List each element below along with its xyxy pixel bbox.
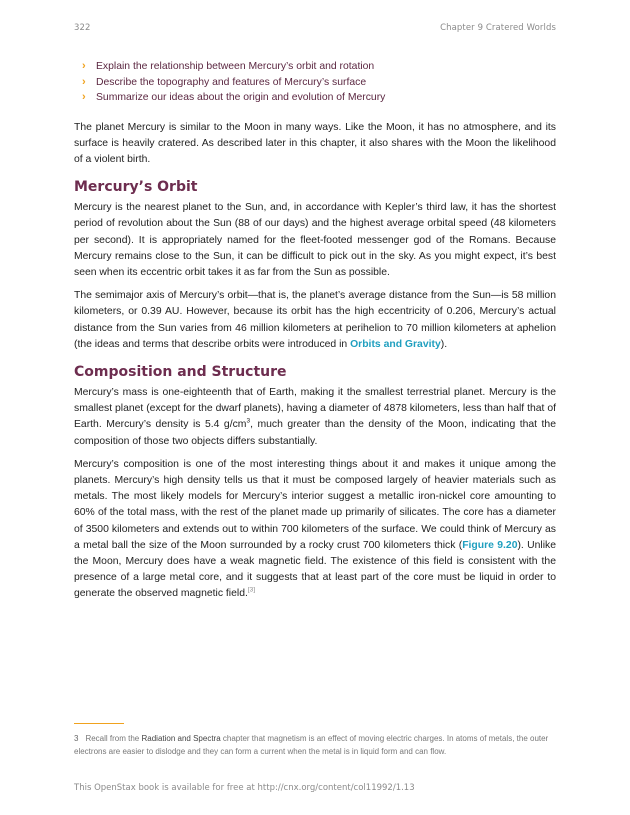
superscript: 3	[246, 417, 251, 425]
composition-paragraph-2	[74, 457, 556, 603]
objective-item	[74, 90, 556, 106]
link-radiation-and-spectra[interactable]: Radiation and Spectra	[141, 734, 221, 743]
chevron-right-icon: ›	[82, 60, 86, 72]
link-figure-9-20[interactable]: Figure 9.20	[462, 539, 518, 551]
chevron-right-icon: ›	[82, 75, 86, 88]
text-span: The semimajor axis of Mercury’s orbit—that is, the planet’s average distance from the Sun—is 58 million kilometers, or 0.39 AU. However, because its orbit has the high eccentricity of 0.206, Mercury’s actual distance from the Sun varies from 46 million kilometers at perihelion to 70 million kilometers at aphelion (the ideas and terms that describe orbits were introduced in	[74, 290, 556, 350]
section-heading-orbit: Mercury’s Orbit	[74, 179, 198, 196]
footnote-3	[74, 733, 556, 758]
text-span: ).	[440, 338, 448, 350]
page-number: 322	[74, 23, 91, 33]
objective-text: Describe the topography and features of Mercury’s surface	[96, 76, 367, 88]
orbit-paragraph-1: Mercury is the nearest planet to the Sun, and, in accordance with Kepler’s third law, it has the shortest period of revolution about the Sun (88 of our days) and the highest average orbital speed (48 kilometers per second). It is appropriately named for the fleet-footed messenger god of the Romans. Because Mercury remains close to the Sun, it can be difficult to pick out in the sky. As you might expect, it’s best seen when its eccentric orbit takes it as far from the Sun as possible.	[74, 202, 556, 278]
footnote-number: 3	[74, 734, 79, 743]
page-footer: This OpenStax book is available for free at http://cnx.org/content/col11992/1.13	[74, 783, 415, 793]
section-heading-composition: Composition and Structure	[74, 363, 287, 380]
objective-text: Summarize our ideas about the origin and evolution of Mercury	[96, 92, 386, 103]
composition-paragraph-1	[74, 385, 556, 450]
objective-item	[74, 75, 556, 91]
objective-item	[74, 59, 556, 75]
intro-paragraph: The planet Mercury is similar to the Moon in many ways. Like the Moon, it has no atmosphere, and its surface is heavily cratered. As described later in this chapter, it also shares with the Moon the likelihood of a violent birth.	[74, 121, 556, 165]
text-span: , much greater than the density of the Moon, indicating that the composition of those two objects differs substantially.	[74, 419, 556, 447]
chapter-title: Chapter 9 Cratered Worlds	[440, 23, 556, 33]
footnote-divider	[74, 723, 124, 724]
page-content	[74, 59, 556, 610]
text-span: Recall from the	[85, 734, 142, 743]
text-span: ). Unlike the Moon, Mercury does have a weak magnetic field. The existence of this field is consistent with the presence of a large metal core, and it suggests that at least part of the core must be liquid in order to generate the observed magnetic field.	[74, 539, 556, 600]
text-span: chapter that magnetism is an effect of moving electric charges. In atoms of metals, the outer electrons are easier to dislodge and they can form a current when the metal is in liquid form and can flow.	[74, 734, 549, 756]
learning-objectives	[74, 59, 556, 106]
orbit-paragraph-2	[74, 288, 556, 353]
footnote-ref-3[interactable]: [3]	[247, 586, 256, 594]
chevron-right-icon: ›	[82, 91, 86, 103]
link-orbits-and-gravity[interactable]: Orbits and Gravity	[350, 338, 441, 350]
text-span: Mercury’s mass is one-eighteenth that of Earth, making it the smallest terrestrial planet. Mercury is the smallest planet (except for the dwarf planets), having a diameter of 4878 kilometers, less than half that of Earth. Mercury’s density is 5.4 g/cm	[74, 386, 556, 431]
objective-text: Explain the relationship between Mercury’s orbit and rotation	[96, 61, 375, 72]
text-span: Mercury’s composition is one of the most interesting things about it and makes it unique among the planets. Mercury’s high density tells us that it must be composed largely of heavier materials such as metals. The most likely models for Mercury’s interior suggest a metallic iron-nickel core amounting to 60% of the total mass, with the rest of the planet made up primarily of silicates. The core has a diameter of 3500 kilometers and extends out to within 700 kilometers of the surface. We could think of Mercury as a metal ball the size of the Moon surrounded by a rocky crust 700 kilometers thick (	[74, 458, 556, 551]
